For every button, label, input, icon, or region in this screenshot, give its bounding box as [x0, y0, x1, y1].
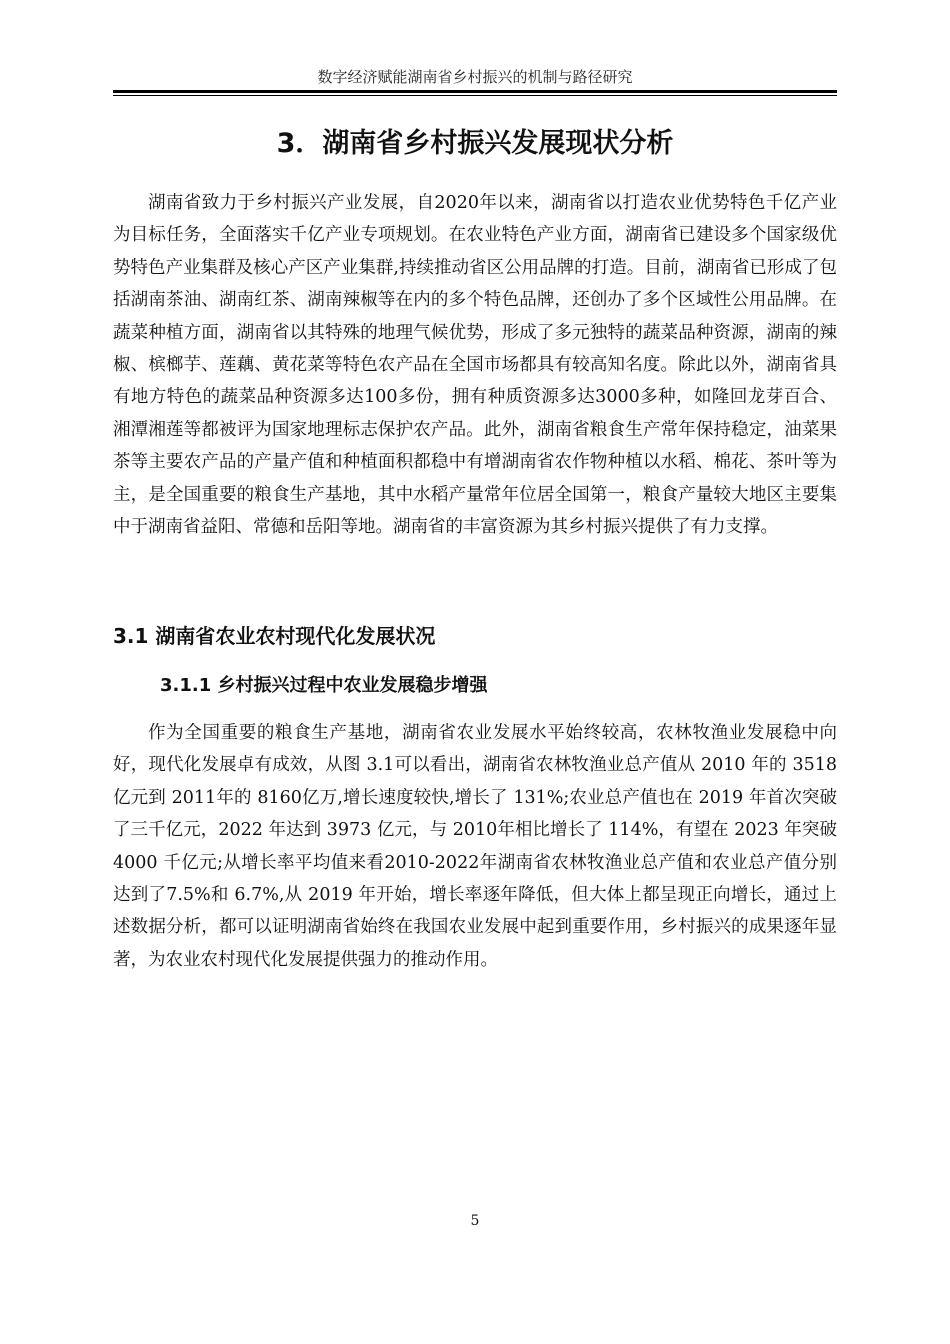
section-heading-3-1: 3.1 湖南省农业农村现代化发展状况	[113, 624, 436, 648]
intro-paragraph: 湖南省致力于乡村振兴产业发展，自2020年以来，湖南省以打造农业优势特色千亿产业为目标任务，全面落实千亿产业专项规划。在农业特色产业方面，湖南省已建设多个国家级优势特色产业集群及核心产区产业集群,持续推动省区公用品牌的打造。目前，湖南省已形成了包括湖南茶油、湖南红茶、湖南辣椒等在内的多个特色品牌，还创办了多个区域性公用品牌。在蔬菜种植方面，湖南省以其特殊的地理气候优势，形成了多元独特的蔬菜品种资源，湖南的辣椒、槟榔芋、莲藕、黄花菜等特色农产品在全国市场都具有较高知名度。除此以外，湖南省具有地方特色的蔬菜品种资源多达100多份，拥有种质资源多达3000多种，如隆回龙芽百合、湘潭湘莲等都被评为国家地理标志保护农产品。此外，湖南省粮食生产常年保持稳定，油菜果茶等主要农产品的产量产值和种植面积都稳中有增湖南省农作物种植以水稻、棉花、茶叶等为主，是全国重要的粮食生产基地，其中水稻产量常年位居全国第一，粮食产量较大地区主要集中于湖南省益阳、常德和岳阳等地。湖南省的丰富资源为其乡村振兴提供了有力支撑。	[113, 193, 837, 538]
header-rule	[113, 90, 837, 93]
page-number: 5	[470, 1213, 480, 1229]
subsection-heading-3-1-1: 3.1.1 乡村振兴过程中农业发展稳步增强	[160, 675, 488, 696]
header-rule-thin	[113, 95, 837, 96]
running-header: 数字经济赋能湖南省乡村振兴的机制与路径研究	[317, 68, 633, 86]
agriculture-paragraph: 作为全国重要的粮食生产基地，湖南省农业发展水平始终较高，农林牧渔业发展稳中向好，现代化发展卓有成效，从图 3.1可以看出，湖南省农林牧渔业总产值从 2010 年的 3518 亿元到 2011年的 8160亿万,增长速度较快,增长了 131%;农业总产值也在 2019 年首次突破了三千亿元，2022 年达到 3973 亿元，与 2010年相比增长了 114%，有望在 2023 年突破 4000 千亿元;从增长率平均值来看2010-2022年湖南省农林牧渔业总产值和农业总产值分别达到了7.5%和 6.7%,从 2019 年开始，增长率逐年降低，但大体上都呈现正向增长，通过上述数据分析，都可以证明湖南省始终在我国农业发展中起到重要作用，乡村振兴的成果逐年显著，为农业农村现代化发展提供强力的推动作用。	[113, 723, 837, 970]
chapter-title: 3．湖南省乡村振兴发展现状分析	[276, 128, 674, 159]
